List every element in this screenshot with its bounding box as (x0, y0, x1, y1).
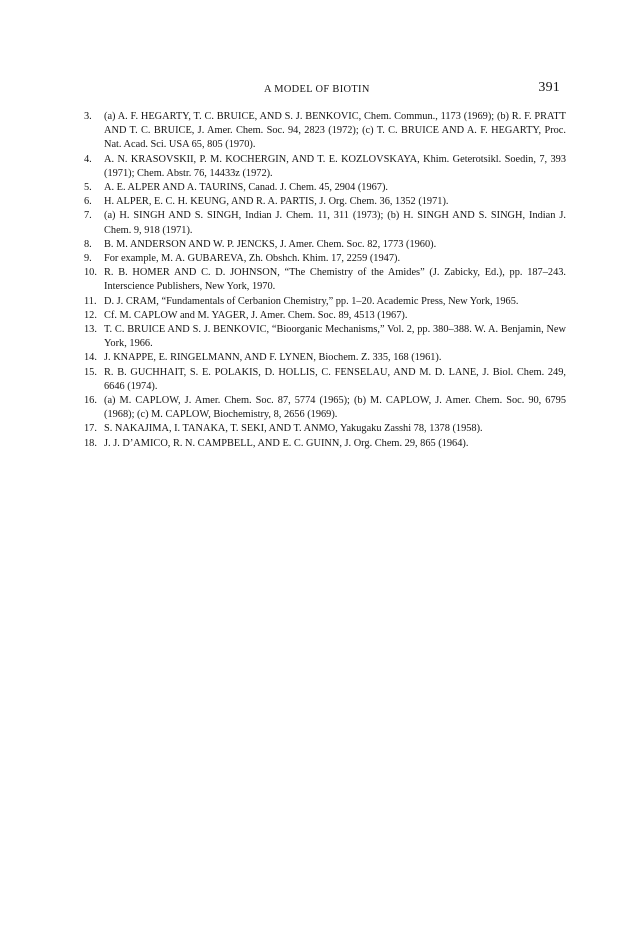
reference-number: 17. (84, 423, 97, 435)
reference-number: 9. (84, 253, 92, 265)
reference-text: A. E. ALPER AND A. TAURINS, Canad. J. Chem. 45, 2904 (1967). (104, 182, 389, 194)
reference-item (84, 181, 566, 195)
reference-number: 11. (84, 295, 97, 307)
reference-text: (a) H. SINGH AND S. SINGH, Indian J. Chem. 11, 311 (1973); (b) H. SINGH AND S. SINGH, Indian J. Chem. 9, 918 (1971). (104, 210, 566, 236)
reference-number: 4. (84, 153, 92, 165)
reference-number: 14. (84, 352, 97, 364)
reference-number: 7. (84, 210, 92, 222)
reference-number: 13. (84, 324, 97, 336)
running-title: A MODEL OF BIOTIN (264, 84, 370, 95)
reference-number: 16. (84, 395, 97, 407)
reference-item (84, 295, 566, 309)
references-list (84, 110, 566, 451)
reference-text: A. N. KRASOVSKII, P. M. KOCHERGIN, AND T. E. KOZLOVSKAYA, Khim. Geterotsikl. Soedin, 7, 393 (1971); Chem. Abstr. 76, 14433z (1972). (104, 153, 566, 179)
reference-text: J. KNAPPE, E. RINGELMANN, AND F. LYNEN, Biochem. Z. 335, 168 (1961). (104, 352, 442, 364)
reference-item (84, 351, 566, 365)
reference-number: 18. (84, 437, 97, 449)
reference-item (84, 238, 566, 252)
reference-number: 6. (84, 196, 92, 208)
reference-item (84, 153, 566, 181)
reference-text: T. C. BRUICE AND S. J. BENKOVIC, “Bioorganic Mechanisms,” Vol. 2, pp. 380–388. W. A. Benjamin, New York, 1966. (104, 324, 566, 350)
reference-text: H. ALPER, E. C. H. KEUNG, AND R. A. PARTIS, J. Org. Chem. 36, 1352 (1971). (104, 196, 449, 208)
reference-text: Cf. M. CAPLOW and M. YAGER, J. Amer. Chem. Soc. 89, 4513 (1967). (104, 309, 408, 321)
reference-text: D. J. CRAM, “Fundamentals of Cerbanion Chemistry,” pp. 1–20. Academic Press, New York, 1965. (104, 295, 519, 307)
reference-item (84, 110, 566, 153)
reference-number: 15. (84, 366, 97, 378)
reference-item (84, 309, 566, 323)
reference-text: (a) A. F. HEGARTY, T. C. BRUICE, AND S. J. BENKOVIC, Chem. Commun., 1173 (1969); (b) R. F. PRATT AND T. C. BRUICE, J. Amer. Chem. Soc. 94, 2823 (1972); (c) T. C. BRUICE AND A. F. HEGARTY, Proc. Nat. Acad. Sci. USA 65, 805 (1970). (104, 111, 566, 151)
reference-number: 10. (84, 267, 97, 279)
reference-item (84, 266, 566, 294)
reference-text: For example, M. A. GUBAREVA, Zh. Obshch. Khim. 17, 2259 (1947). (104, 253, 401, 265)
reference-text: R. B. HOMER AND C. D. JOHNSON, “The Chemistry of the Amides” (J. Zabicky, Ed.), pp. 187–243. Interscience Publishers, New York, 1970. (104, 267, 566, 293)
reference-item (84, 209, 566, 237)
page-number: 391 (538, 80, 560, 95)
reference-text: R. B. GUCHHAIT, S. E. POLAKIS, D. HOLLIS, C. FENSELAU, AND M. D. LANE, J. Biol. Chem. 249, 6646 (1974). (104, 366, 566, 392)
reference-number: 5. (84, 182, 92, 194)
reference-item (84, 252, 566, 266)
reference-text: S. NAKAJIMA, I. TANAKA, T. SEKI, AND T. ANMO, Yakugaku Zasshi 78, 1378 (1958). (104, 423, 483, 435)
reference-number: 12. (84, 309, 97, 321)
reference-item (84, 323, 566, 351)
reference-item (84, 422, 566, 436)
reference-text: J. J. D’AMICO, R. N. CAMPBELL, AND E. C. GUINN, J. Org. Chem. 29, 865 (1964). (104, 437, 469, 449)
reference-number: 3. (84, 111, 92, 122)
reference-item (84, 366, 566, 394)
reference-item (84, 195, 566, 209)
reference-text: (a) M. CAPLOW, J. Amer. Chem. Soc. 87, 5774 (1965); (b) M. CAPLOW, J. Amer. Chem. Soc. 90, 6795 (1968); (c) M. CAPLOW, Biochemistry, 8, 2656 (1969). (104, 395, 566, 421)
running-header (88, 82, 560, 102)
reference-item (84, 437, 566, 451)
reference-number: 8. (84, 238, 92, 250)
reference-item (84, 394, 566, 422)
reference-text: B. M. ANDERSON AND W. P. JENCKS, J. Amer. Chem. Soc. 82, 1773 (1960). (104, 238, 437, 250)
